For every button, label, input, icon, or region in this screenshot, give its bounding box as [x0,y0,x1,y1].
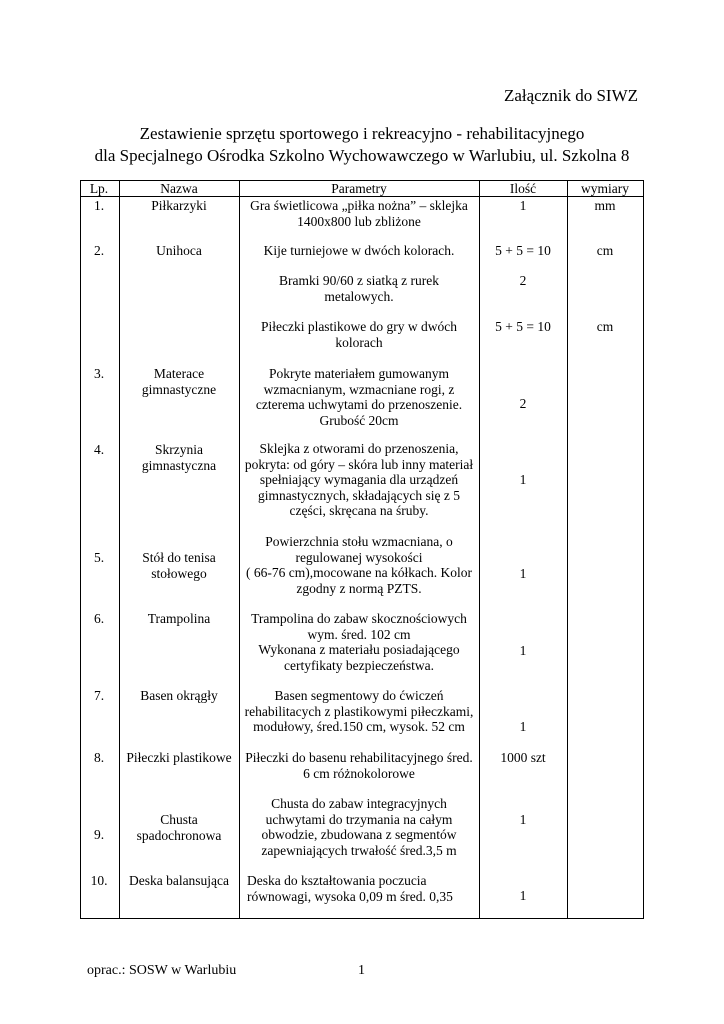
equipment-parameters: spełniający wymagania dla urządzeń [259,472,459,487]
quantity: 1 [519,198,527,213]
quantity: 5 + 5 = 10 [495,243,551,258]
quantity: 1 [519,888,527,903]
equipment-name: Stół do tenisa [142,550,216,565]
column-header: Nazwa [160,181,198,196]
equipment-parameters: Piłeczki do basenu rehabilitacyjnego śred. [245,750,473,765]
equipment-parameters: Deska do kształtowania poczucia [247,873,427,888]
row-number: 1. [93,198,105,213]
equipment-name: Unihoca [156,243,202,258]
footer-prepared-by: oprac.: SOSW w Warlubiu [87,963,237,978]
equipment-parameters: gimnastycznych, składających się z 5 [257,487,461,503]
equipment-parameters: Piłeczki plastikowe do gry w dwóch [260,319,458,334]
quantity: 1 [519,472,527,487]
quantity: 5 + 5 = 10 [495,319,551,334]
equipment-parameters: części, skręcana na śruby. [289,503,429,518]
row-number: 9. [93,827,105,842]
equipment-name: Piłkarzyki [151,198,207,213]
equipment-name: stołowego [151,565,207,581]
equipment-parameters: Trampolina do zabaw skocznościowych [251,611,467,626]
dimension-unit: cm [596,243,614,258]
equipment-name: spadochronowa [136,827,222,843]
quantity: 2 [519,396,527,411]
row-number: 5. [93,550,105,565]
equipment-parameters: 6 cm różnokolorowe [303,765,415,781]
equipment-parameters: Gra świetlicowa „piłka nożna” – sklejka [250,198,468,213]
table-column-divider [80,180,81,919]
quantity: 1 [519,566,527,581]
equipment-parameters: modułowy, śred.150 cm, wysok. 52 cm [253,719,465,734]
equipment-parameters: kolorach [335,334,383,350]
equipment-parameters: Bramki 90/60 z siatką z rurek [278,273,440,288]
equipment-parameters: ( 66-76 cm),mocowane na kółkach. Kolor [245,565,473,580]
table-column-divider [479,180,480,919]
equipment-parameters: obwodzie, zbudowana z segmentów [261,827,457,842]
document-title-line-2: dla Specjalnego Ośrodka Szkolno Wychowawczego w Warlubiu, ul. Szkolna 8 [94,146,630,165]
quantity: 1000 szt [500,750,546,765]
equipment-parameters: wym. śred. 102 cm [307,626,411,642]
row-number: 10. [90,873,108,888]
quantity: 1 [519,812,527,827]
equipment-parameters: Sklejka z otworami do przenoszenia, [259,441,459,456]
equipment-parameters: rehabilitacych z plastikowymi piłeczkami, [244,703,474,719]
footer-page-number: 1 [358,963,365,978]
row-number: 2. [93,243,105,258]
equipment-parameters: certyfikaty bezpieczeństwa. [284,657,434,673]
dimension-unit: mm [594,198,616,213]
equipment-name: Materace [153,366,205,381]
quantity: 1 [519,643,527,658]
column-header: wymiary [581,181,629,196]
equipment-parameters: czterema uchwytami do przenoszenie. [255,397,463,412]
equipment-parameters: zapewniających trwałość śred.3,5 m [261,842,457,858]
equipment-parameters: pokryta: od góry – skóra lub inny materiał [244,456,474,472]
table-column-divider [119,180,120,919]
column-header: Lp. [89,181,109,196]
equipment-name: Trampolina [147,611,211,626]
quantity: 1 [519,719,527,734]
equipment-name: Deska balansująca [128,873,230,888]
equipment-parameters: Pokryte materiałem gumowanym [269,366,449,381]
equipment-name: Skrzynia [155,442,203,457]
equipment-name: Piłeczki plastikowe [126,750,232,765]
equipment-parameters: metalowych. [324,288,394,304]
row-number: 3. [93,366,105,381]
quantity: 2 [519,273,527,288]
row-number: 4. [93,442,105,457]
equipment-parameters: zgodny z normą PZTS. [296,580,422,596]
column-header: Ilość [509,181,537,196]
equipment-parameters: Basen segmentowy do ćwiczeń [274,688,444,703]
attachment-label: Załącznik do SIWZ [503,86,638,105]
table-bottom-border [80,918,644,919]
equipment-parameters: Kije turniejowe w dwóch kolorach. [263,243,455,258]
column-header: Parametry [331,181,387,196]
equipment-name: gimnastyczna [141,457,217,473]
equipment-name: Basen okrągły [140,688,218,703]
equipment-parameters: Wykonana z materiału posiadającego [258,642,460,657]
document-title-line-1: Zestawienie sprzętu sportowego i rekreacyjno - rehabilitacyjnego [139,124,585,143]
row-number: 7. [93,688,105,703]
equipment-parameters: Grubość 20cm [319,412,399,428]
equipment-name: gimnastyczne [141,381,217,397]
row-number: 6. [93,611,105,626]
row-number: 8. [93,750,105,765]
equipment-parameters: wzmacnianym, wzmacniane rogi, z [263,381,455,397]
equipment-parameters: regulowanej wysokości [295,549,423,565]
equipment-parameters: Chusta do zabaw integracyjnych [271,796,447,811]
table-column-divider [567,180,568,919]
table-column-divider [239,180,240,919]
equipment-parameters: 1400x800 lub zbliżone [297,213,421,229]
equipment-parameters: uchwytami do trzymania na całym [265,811,453,827]
equipment-name: Chusta [160,812,198,827]
equipment-parameters: równowagi, wysoka 0,09 m śred. 0,35 [247,888,453,904]
equipment-parameters: Powierzchnia stołu wzmacniana, o [265,534,453,549]
table-column-divider [643,180,644,919]
dimension-unit: cm [596,319,614,334]
